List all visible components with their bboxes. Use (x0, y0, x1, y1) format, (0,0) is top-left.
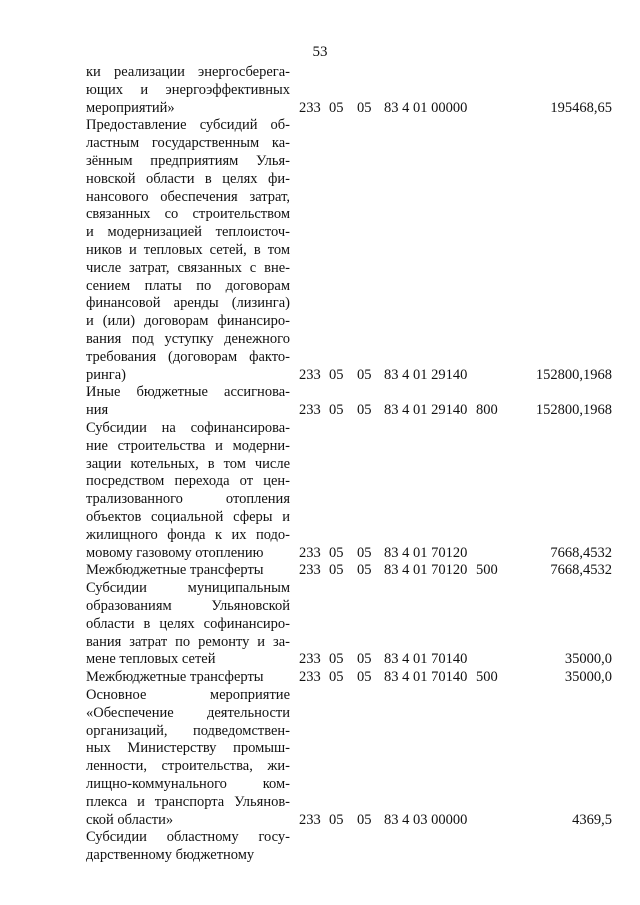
description-line: зённым предприятиям Улья- (86, 152, 290, 169)
row-codes (0, 562, 640, 580)
description-line: нансового обеспечения затрат, (86, 188, 290, 205)
description-line: и (или) договорам финансиро- (86, 313, 290, 330)
pr-code: 05 (357, 366, 372, 383)
gr-code: 233 (299, 651, 321, 668)
description-line: Межбюджетные трансферты (86, 562, 264, 579)
pr-code: 05 (357, 811, 372, 828)
row-description (86, 420, 290, 562)
row-description (86, 687, 290, 829)
row-sum: 35000,0 (564, 651, 612, 668)
cs-code: 83 4 01 70120 (384, 562, 468, 579)
description-line: плекса и транспорта Ульянов- (86, 793, 290, 810)
gr-code: 233 (299, 562, 321, 579)
description-line: ринга) (86, 366, 126, 383)
description-line: ской области» (86, 811, 174, 828)
description-line: жилищного фонда к их подо- (86, 526, 290, 543)
cs-code: 83 4 01 29140 (384, 402, 468, 419)
table-row (0, 420, 640, 562)
rz-code: 05 (329, 99, 344, 116)
description-line: ленности, строительства, жи- (86, 758, 290, 775)
description-line: организаций, подведомствен- (86, 722, 290, 739)
row-sum: 7668,4532 (550, 562, 612, 579)
description-line: вания под уступку денежного (86, 330, 290, 347)
table-row (0, 562, 640, 580)
row-sum: 7668,4532 (550, 544, 612, 561)
cs-code: 83 4 03 00000 (384, 811, 468, 828)
description-line: ных Министерству промыш- (86, 740, 290, 757)
description-line: ников и тепловых сетей, в том (86, 241, 290, 258)
gr-code: 233 (299, 402, 321, 419)
cs-code: 83 4 01 29140 (384, 366, 468, 383)
description-line: числе затрат, связанных с вне- (86, 259, 290, 276)
description-line: мероприятий» (86, 99, 175, 116)
description-line: ния (86, 402, 109, 419)
description-line: ластным государственным ка- (86, 135, 290, 152)
description-line: Субсидии областному госу- (86, 829, 290, 846)
cs-code: 83 4 01 70140 (384, 651, 468, 668)
vr-code: 500 (476, 562, 498, 579)
description-line: объектов социальной сферы и (86, 508, 290, 525)
description-line: Основное мероприятие (86, 687, 290, 703)
vr-code: 800 (476, 402, 498, 419)
description-line: зации котельных, в том числе (86, 455, 290, 472)
cs-code: 83 4 01 00000 (384, 99, 468, 116)
description-line: образованиям Ульяновской (86, 597, 290, 614)
description-line: сением платы по договорам (86, 277, 290, 294)
description-line: «Обеспечение деятельности (86, 704, 290, 721)
description-line: и модернизацией теплоисточ- (86, 224, 290, 241)
row-codes (0, 544, 640, 562)
table-row (0, 117, 640, 384)
table-row (0, 669, 640, 687)
table-row (0, 687, 640, 829)
rz-code: 05 (329, 811, 344, 828)
description-line: требования (договорам факто- (86, 348, 290, 365)
gr-code: 233 (299, 544, 321, 561)
row-codes (0, 669, 640, 687)
rz-code: 05 (329, 562, 344, 579)
gr-code: 233 (299, 669, 321, 686)
row-sum: 4369,5 (572, 811, 612, 828)
gr-code: 233 (299, 99, 321, 116)
pr-code: 05 (357, 99, 372, 116)
row-sum: 152800,1968 (535, 402, 612, 419)
description-line: дарственному бюджетному (86, 847, 255, 864)
row-codes (0, 99, 640, 117)
description-line: Предоставление субсидий об- (86, 117, 290, 134)
table-row (0, 580, 640, 669)
description-line: ние строительства и модерни- (86, 437, 290, 454)
cs-code: 83 4 01 70120 (384, 544, 468, 561)
description-line: мовому газовому отоплению (86, 544, 264, 561)
rz-code: 05 (329, 402, 344, 419)
description-line: Субсидии на софинансирова- (86, 420, 290, 436)
pr-code: 05 (357, 669, 372, 686)
description-line: ющих и энергоэффективных (86, 81, 290, 98)
description-line: связанных со строительством (86, 206, 290, 223)
gr-code: 233 (299, 811, 321, 828)
row-sum: 35000,0 (564, 669, 612, 686)
description-line: Иные бюджетные ассигнова- (86, 384, 290, 401)
row-description (86, 117, 290, 384)
table-row (0, 64, 640, 117)
description-line: ки реализации энергосберега- (86, 64, 290, 80)
description-line: Субсидии муниципальным (86, 580, 290, 597)
description-line: Межбюджетные трансферты (86, 669, 264, 686)
description-line: области в целях софинансиро- (86, 615, 290, 632)
cs-code: 83 4 01 70140 (384, 669, 468, 686)
description-line: лищно-коммунального ком- (86, 775, 290, 792)
description-line: новской области в целях фи- (86, 170, 290, 187)
table-row (0, 829, 640, 865)
row-codes (0, 811, 640, 829)
table-row (0, 384, 640, 420)
pr-code: 05 (357, 651, 372, 668)
vr-code: 500 (476, 669, 498, 686)
gr-code: 233 (299, 366, 321, 383)
rz-code: 05 (329, 366, 344, 383)
page-number: 53 (312, 44, 328, 60)
description-line: мене тепловых сетей (86, 651, 216, 668)
row-codes (0, 402, 640, 420)
rz-code: 05 (329, 544, 344, 561)
pr-code: 05 (357, 562, 372, 579)
description-line: вания затрат по ремонту и за- (86, 633, 290, 650)
description-line: финансовой аренды (лизинга) (86, 295, 290, 312)
pr-code: 05 (357, 544, 372, 561)
rz-code: 05 (329, 669, 344, 686)
rz-code: 05 (329, 651, 344, 668)
row-codes (0, 366, 640, 384)
row-codes (0, 847, 640, 865)
row-codes (0, 651, 640, 669)
description-line: трализованного отопления (86, 491, 290, 508)
pr-code: 05 (357, 402, 372, 419)
row-sum: 195468,65 (550, 99, 612, 116)
description-line: посредством перехода от цен- (86, 473, 290, 490)
row-sum: 152800,1968 (535, 366, 612, 383)
